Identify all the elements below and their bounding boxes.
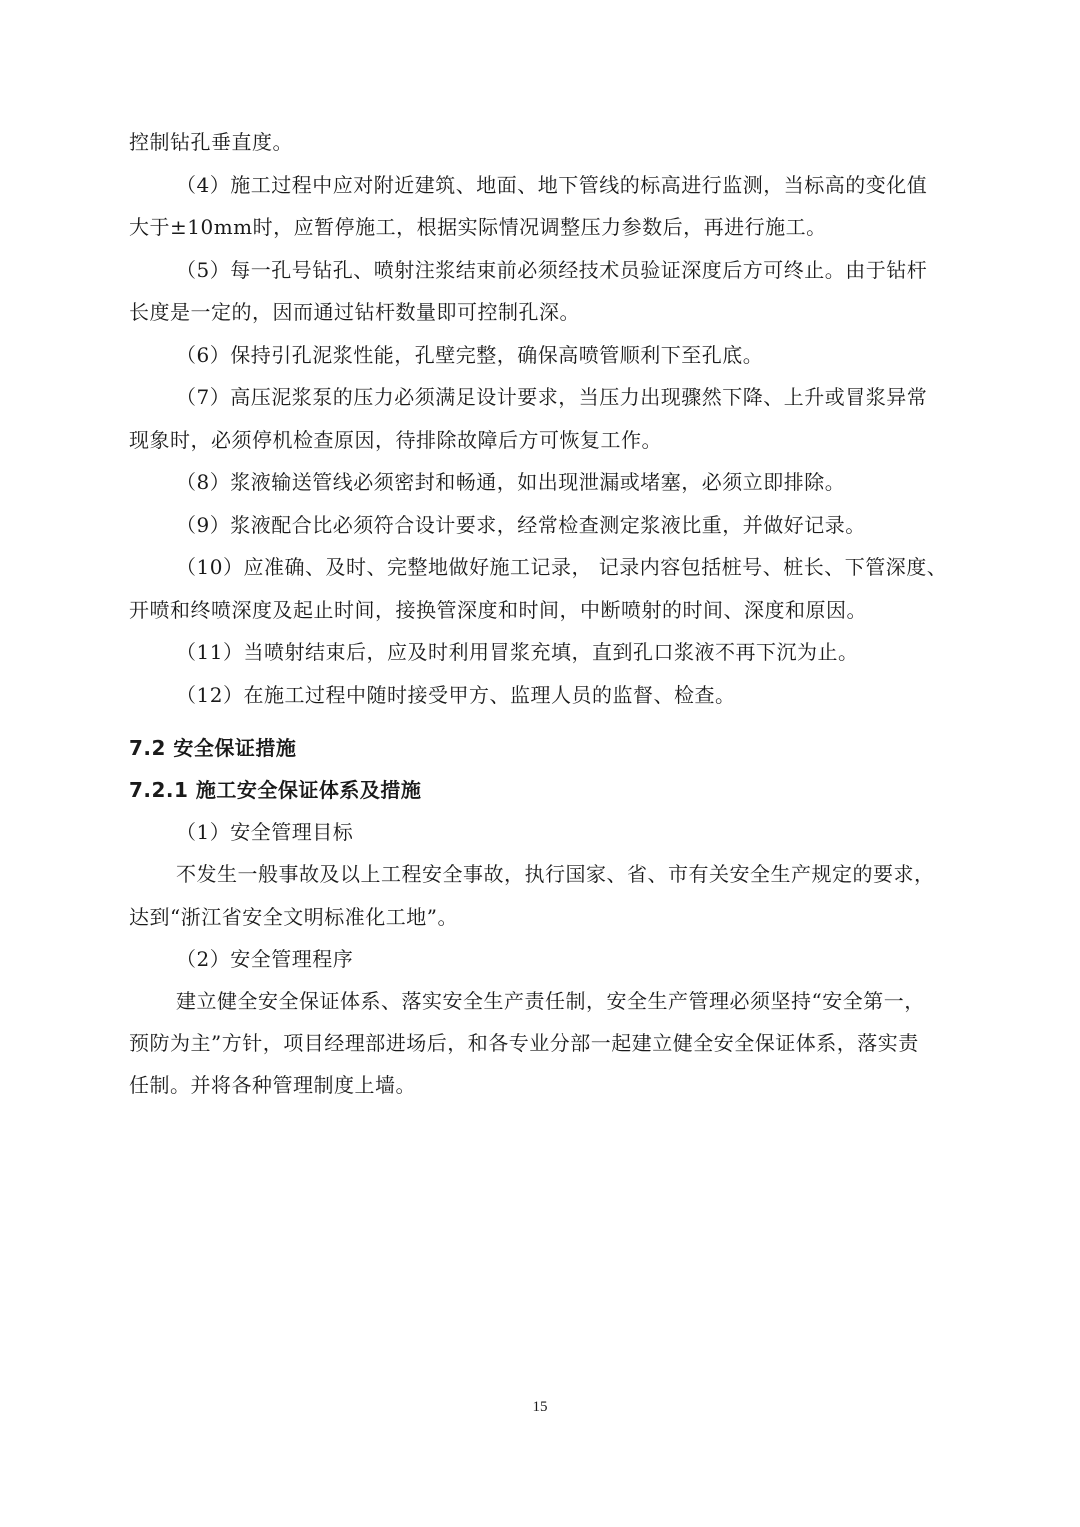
section-heading: 7.2 安全保证措施 <box>129 736 297 760</box>
text-line: 任制。并将各种管理制度上墙。 <box>129 1073 416 1097</box>
text-line: （7）高压泥浆泵的压力必须满足设计要求，当压力出现骤然下降、上升或冒浆异常 <box>176 385 928 409</box>
text-line: 现象时，必须停机检查原因，待排除故障后方可恢复工作。 <box>129 428 662 452</box>
text-line: （5）每一孔号钻孔、喷射注浆结束前必须经技术员验证深度后方可终止。由于钻杆 <box>176 258 928 282</box>
text-line: 预防为主”方针，项目经理部进场后，和各专业分部一起建立健全安全保证体系，落实责 <box>129 1031 919 1055</box>
text-line: （6）保持引孔泥浆性能，孔壁完整，确保高喷管顺利下至孔底。 <box>176 343 764 367</box>
text-line: （4）施工过程中应对附近建筑、地面、地下管线的标高进行监测，当标高的变化值 <box>176 173 928 197</box>
text-line: （8）浆液输送管线必须密封和畅通，如出现泄漏或堵塞，必须立即排除。 <box>176 470 846 494</box>
text-line: 大于±10mm时，应暂停施工，根据实际情况调整压力参数后，再进行施工。 <box>129 215 827 239</box>
text-line: （10）应准确、及时、完整地做好施工记录， 记录内容包括桩号、桩长、下管深度、 <box>176 555 948 579</box>
subsection-heading: 7.2.1 施工安全保证体系及措施 <box>129 778 422 802</box>
text-line: 开喷和终喷深度及起止时间，接换管深度和时间，中断喷射的时间、深度和原因。 <box>129 598 867 622</box>
text-line: 长度是一定的，因而通过钻杆数量即可控制孔深。 <box>129 300 580 324</box>
text-line: 控制钻孔垂直度。 <box>129 130 293 154</box>
text-line: （2）安全管理程序 <box>176 947 354 971</box>
text-line: 达到“浙江省安全文明标准化工地”。 <box>129 905 458 929</box>
text-line: （12）在施工过程中随时接受甲方、监理人员的监督、检查。 <box>176 683 736 707</box>
text-line: （1）安全管理目标 <box>176 820 354 844</box>
page-number: 15 <box>532 1399 548 1415</box>
text-line: （11）当喷射结束后，应及时利用冒浆充填，直到孔口浆液不再下沉为止。 <box>176 640 859 664</box>
text-line: （9）浆液配合比必须符合设计要求，经常检查测定浆液比重，并做好记录。 <box>176 513 866 537</box>
text-line: 不发生一般事故及以上工程安全事故，执行国家、省、市有关安全生产规定的要求， <box>176 862 935 886</box>
text-line: 建立健全安全保证体系、落实安全生产责任制，安全生产管理必须坚持“安全第一， <box>176 989 925 1013</box>
